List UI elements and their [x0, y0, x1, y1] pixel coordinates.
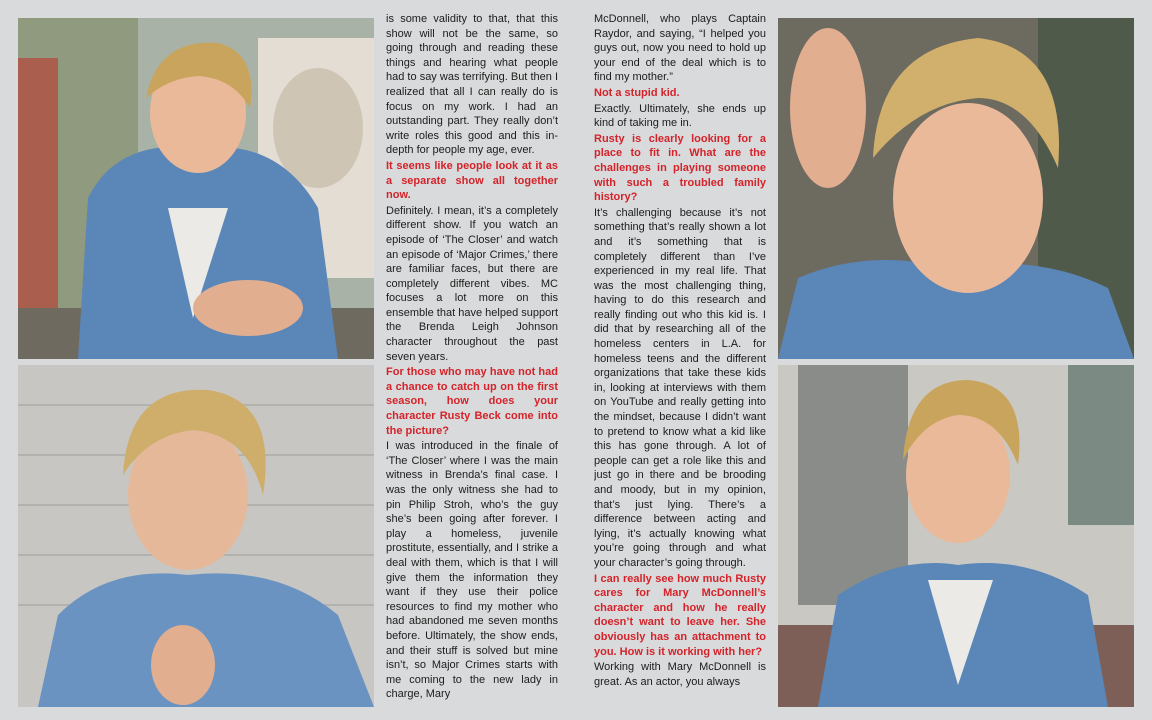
photo-seated-on-porch	[778, 365, 1134, 707]
photo-hand-on-chest	[18, 365, 374, 707]
body-paragraph: Exactly. Ultimately, she ends up kind of taking me in.	[594, 102, 766, 130]
body-paragraph: It’s challenging because it’s not something that’s really shown a lot and it’s something that is completely different than I’ve experienced in my real life. That was the most challenging thing, having to do this research and really finding out who this kid is. I did that by researching all of the homeless centers in L.A. for homeless teens and the different organizations that take these kids in, looking at interviews with them on YouTube and really getting into the mindset, because I didn’t want to pretend to know what a kid like this has gone through. A lot of people can get a role like this and just go in there and be brooding and moody, but in my opinion, that’s just lying. There’s a difference between acting and lying, it’s actually knowing what you’re going through and what your character’s going through.	[594, 206, 766, 569]
photo-smiling-at-table	[18, 18, 374, 359]
body-paragraph: McDonnell, who plays Captain Raydor, and saying, “I helped you guys out, now you need to hold up your end of the deal which is to find my mother.”	[594, 13, 766, 84]
interview-question: I can really see how much Rusty cares for Mary McDonnell’s character and how he really doesn’t want to leave her. She obviously has an attachment to you. How is it working with her?	[594, 572, 766, 658]
interview-question: It seems like people look at it as a separate show all together now.	[386, 159, 558, 202]
body-paragraph: I was introduced in the finale of ‘The Closer’ where I was the main witness in Brenda’s final case. I was the only witness she had to pin Philip Stroh, who’s the guy she’s been going after forever. I play a homeless, juvenile prostitute, essentially, and I strike a deal with them, which is that I will give them the information they want if they use their police resources to find my mother who had abandoned me seven months before. Ultimately, the show ends, and their stuff is solved but mine isn’t, so Major Crimes starts with me coming to the new lady in charge, Mary	[386, 440, 558, 701]
interview-question: For those who may have not had a chance to catch up on the first season, how does your character Rusty Beck come into the picture?	[386, 366, 558, 437]
body-paragraph: is some validity to that, that this show will not be the same, so going through and reading these things and hearing what people had to say was terrifying. But then I realized that all I can really do is focus on my work. I had an outstanding part. They really don’t write roles this good and this in-depth for people my age, ever.	[386, 13, 558, 157]
article-column-1	[386, 12, 558, 712]
photo-hand-on-head	[778, 18, 1134, 359]
body-paragraph: Definitely. I mean, it’s a completely different show. If you watch an episode of ‘The Closer’ and watch an episode of ‘Major Crimes,’ there are familiar faces, but there are completely different vibes. MC focuses a lot more on this ensemble that have helped support the Brenda Leigh Johnson character throughout the past seven years.	[386, 204, 558, 363]
body-paragraph: Working with Mary McDonnell is great. As an actor, you always	[594, 661, 766, 688]
interview-question: Rusty is clearly looking for a place to fit in. What are the challenges in playing someone with such a troubled family history?	[594, 132, 766, 204]
article-column-2	[594, 12, 766, 712]
interview-question: Not a stupid kid.	[594, 86, 680, 99]
